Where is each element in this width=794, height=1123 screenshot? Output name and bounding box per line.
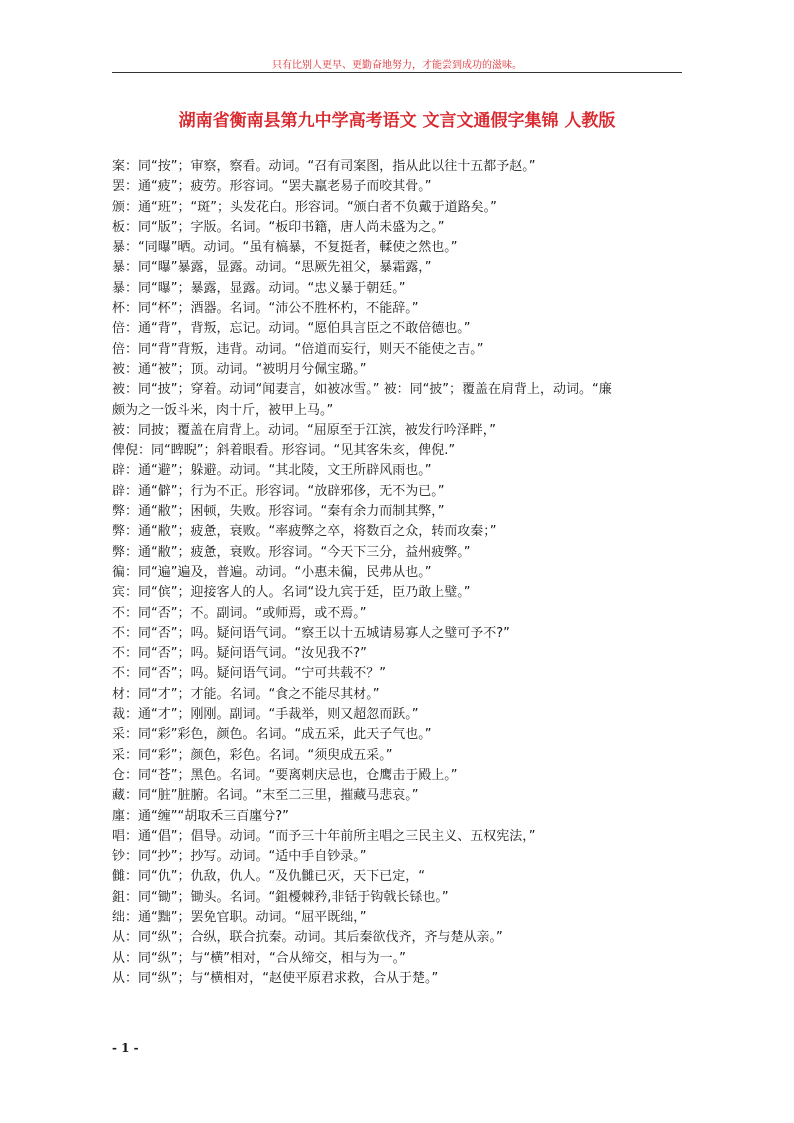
text-line: 杯：同“杯”；酒器。名词。“沛公不胜杯杓，不能辞。” <box>112 301 419 317</box>
text-line: 被：同“披”；穿着。动词“闻妻言，如被冰雪。” 被：同“披”；覆盖在肩背上，动词。“廉 <box>112 382 612 398</box>
text-line: 暴：“同曝”晒。动词。“虽有槁暴，不复挺者，輮使之然也。” <box>112 240 458 256</box>
text-line: 藏：同“脏”脏腑。名词。“末至二三里，摧藏马悲哀。” <box>112 788 419 804</box>
text-line: 雠：同“仇”；仇敌，仇人。“及仇雠已灭，天下已定，“ <box>112 869 425 885</box>
text-line: 唱：通“倡”；倡导。动词。“而予三十年前所主唱之三民主义、五权宪法，” <box>112 828 536 844</box>
text-line: 罢：通“疲”；疲劳。形容词。“罢夫羸老易子而咬其骨。” <box>112 179 432 195</box>
text-line: 钞：同“抄”；抄写。动词。“适中手自钞录。” <box>112 849 367 865</box>
document-body <box>112 157 684 989</box>
text-line: 不：同“否”；不。副词。“或师焉，或不焉。” <box>112 605 367 621</box>
text-line: 弊：通“敝”；疲惫，衰败。形容词。“今天下三分，益州疲弊。” <box>112 544 471 560</box>
text-line: 从：同“纵”；与“横”相对，“合从缔交，相与为一。” <box>112 950 406 966</box>
text-line: 从：同“纵”；合纵，联合抗秦。动词。其后秦欲伐齐，齐与楚从亲。” <box>112 930 503 946</box>
text-line: 从：同“纵”；与“横相对，“赵使平原君求救，合从于楚。” <box>112 970 439 986</box>
page-number: - 1 - <box>112 1041 139 1055</box>
text-line: 徧：同“遍”遍及，普遍。动词。“小惠未徧，民弗从也。” <box>112 564 432 580</box>
text-line: 材：同“才”；才能。名词。“食之不能尽其材。” <box>112 686 380 702</box>
text-line: 仓：同“苍”；黑色。名词。“要离刺庆忌也，仓鹰击于殿上。” <box>112 767 458 783</box>
text-line: 倍：同“背”背叛，违背。动词。“倍道而妄行，则天不能使之吉。” <box>112 341 484 357</box>
text-line: 宾：同“傧”；迎接客人的人。名词“设九宾于廷，臣乃敢上璧。” <box>112 585 471 601</box>
text-line: 不：同“否”；吗。疑问语气词。“宁可共载不？” <box>112 666 386 682</box>
text-line: 绌：通“黜”；罢免官职。动词。“屈平既绌，” <box>112 909 367 925</box>
text-line: 倍：通“背”，背叛，忘记。动词。“愿伯具言臣之不敢倍德也。” <box>112 321 471 337</box>
text-line: 廛：通“缠”“胡取禾三百廛兮?” <box>112 808 289 824</box>
text-line: 被：同披；覆盖在肩背上。动词。“屈原至于江滨，被发行吟泽畔，” <box>112 422 496 438</box>
header-divider <box>112 72 682 73</box>
text-line: 案：同“按”；审察，察看。动词。“召有司案图，指从此以往十五都予赵。” <box>112 159 536 174</box>
text-line: 不：同“否”；吗。疑问语气词。“察王以十五城请易寡人之璧可予不?” <box>112 625 510 641</box>
text-line: 弊：通“敝”；疲惫，衰败。“率疲弊之卒，将数百之众，转而攻秦；” <box>112 524 497 540</box>
text-line: 被：通“被”；顶。动词。“被明月兮佩宝璐。” <box>112 361 367 377</box>
text-line: 暴：同“曝”暴露，显露。动词。“思厥先祖父，暴霜露，” <box>112 260 432 276</box>
text-line: 颇为之一饭斗米，肉十斤，被甲上马。” <box>112 402 334 418</box>
text-line: 俾倪：同“睥睨”；斜着眼看。形容词。“见其客朱亥，俾倪.” <box>112 443 456 459</box>
text-line: 鉏：同“锄”；锄头。名词。“鉏櫌棘矜,非铦于钩戟长铩也。” <box>112 889 449 905</box>
header-motto: 只有比别人更早、更勤奋地努力，才能尝到成功的滋味。 <box>272 60 522 71</box>
text-line: 辟：通“僻”；行为不正。形容词。“放辟邪侈，无不为已。” <box>112 483 445 499</box>
text-line: 颁：通“班”；“斑”；头发花白。形容词。“颁白者不负戴于道路矣。” <box>112 199 497 215</box>
text-line: 板：同“版”；字版。名词。“板印书籍，唐人尚未盛为之。” <box>112 219 445 235</box>
text-line: 裁：通“才”；刚刚。副词。“手裁举，则又超忽而跃。” <box>112 707 419 723</box>
text-line: 弊：通“敝”；困顿，失败。形容词。“秦有余力而制其弊，” <box>112 504 445 520</box>
text-line: 暴：同“曝”；暴露，显露。动词。“忠义暴于朝廷。” <box>112 280 406 296</box>
document-title: 湖南省衡南县第九中学高考语文 文言文通假字集锦 人教版 <box>178 111 616 131</box>
text-line: 辟：通“避”；躲避。动词。“其北陵，文王所辟风雨也。” <box>112 463 432 479</box>
text-line: 采：同“彩”；颜色，彩色。名词。“须臾成五采。” <box>112 747 393 763</box>
text-line: 不：同“否”；吗。疑问语气词。“汝见我不?” <box>112 646 367 662</box>
text-line: 采：同“彩”彩色，颜色。名词。“成五采，此天子气也。” <box>112 727 432 743</box>
